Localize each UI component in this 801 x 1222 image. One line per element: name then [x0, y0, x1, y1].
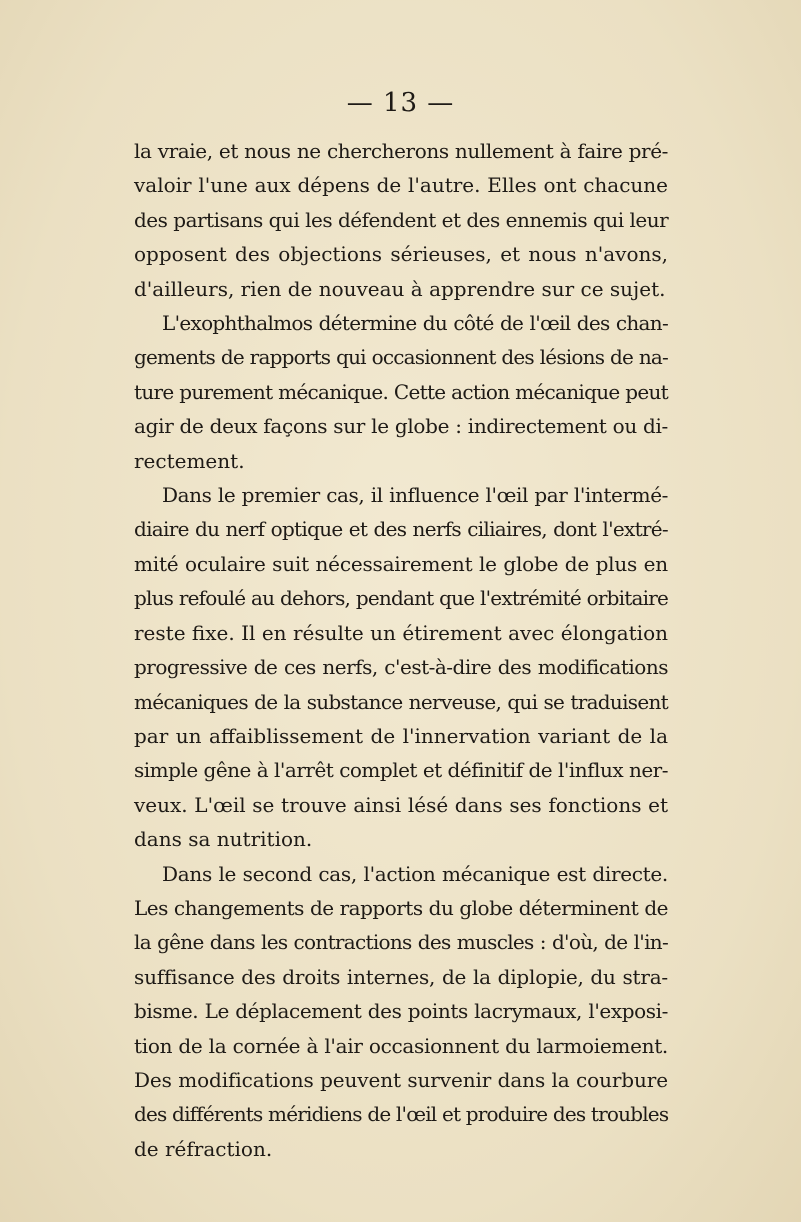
- body-text: [134, 134, 668, 1166]
- text-line: suffisance des droits internes, de la diplopie, du stra-: [134, 964, 668, 989]
- text-line: par un affaiblissement de l'innervation variant de la: [134, 723, 668, 748]
- text-line: des partisans qui les défendent et des ennemis qui leur: [134, 207, 669, 232]
- text-line: ture purement mécanique. Cette action mécanique peut: [134, 379, 668, 404]
- text-line: la gêne dans les contractions des muscles : d'où, de l'in-: [134, 930, 668, 955]
- text-line: Dans le premier cas, il influence l'œil par l'intermé-: [162, 483, 668, 508]
- text-line: mécaniques de la substance nerveuse, qui se traduisent: [134, 689, 668, 714]
- text-line: Dans le second cas, l'action mécanique est directe.: [162, 861, 668, 886]
- text-line: opposent des objections sérieuses, et nous n'avons,: [134, 242, 668, 267]
- text-line: veux. L'œil se trouve ainsi lésé dans ses fonctions et: [134, 792, 668, 817]
- page-number: — 13 —: [346, 88, 455, 118]
- text-line: rectement.: [134, 448, 245, 473]
- text-line: gements de rapports qui occasionnent des lésions de na-: [134, 345, 668, 370]
- text-line: la vraie, et nous ne chercherons nullement à faire pré-: [134, 139, 668, 163]
- text-line: diaire du nerf optique et des nerfs ciliaires, dont l'extré-: [134, 517, 668, 542]
- text-line: de réfraction.: [134, 1136, 273, 1161]
- text-line: tion de la cornée à l'air occasionnent du larmoiement.: [134, 1033, 668, 1058]
- text-line: L'exophthalmos détermine du côté de l'œil des chan-: [162, 311, 668, 336]
- text-line: agir de deux façons sur le globe : indirectement ou di-: [134, 414, 669, 439]
- text-line: Des modifications peuvent survenir dans la courbure: [134, 1067, 668, 1092]
- text-line: simple gêne à l'arrêt complet et définitif de l'influx ner-: [134, 758, 668, 783]
- text-line: mité oculaire suit nécessairement le globe de plus en: [134, 551, 668, 576]
- text-line: progressive de ces nerfs, c'est-à-dire des modifications: [134, 655, 668, 680]
- text-line: reste fixe. Il en résulte un étirement avec élongation: [134, 620, 668, 645]
- text-line: des différents méridiens de l'œil et produire des troubles: [134, 1102, 669, 1127]
- text-line: bisme. Le déplacement des points lacrymaux, l'exposi-: [134, 999, 668, 1024]
- text-line: dans sa nutrition.: [134, 827, 313, 852]
- text-line: plus refoulé au dehors, pendant que l'extrémité orbitaire: [134, 586, 668, 611]
- text-line: Les changements de rapports du globe déterminent de: [134, 895, 668, 920]
- text-line: d'ailleurs, rien de nouveau à apprendre sur ce sujet.: [134, 276, 666, 301]
- text-line: valoir l'une aux dépens de l'autre. Elles ont chacune: [134, 173, 668, 198]
